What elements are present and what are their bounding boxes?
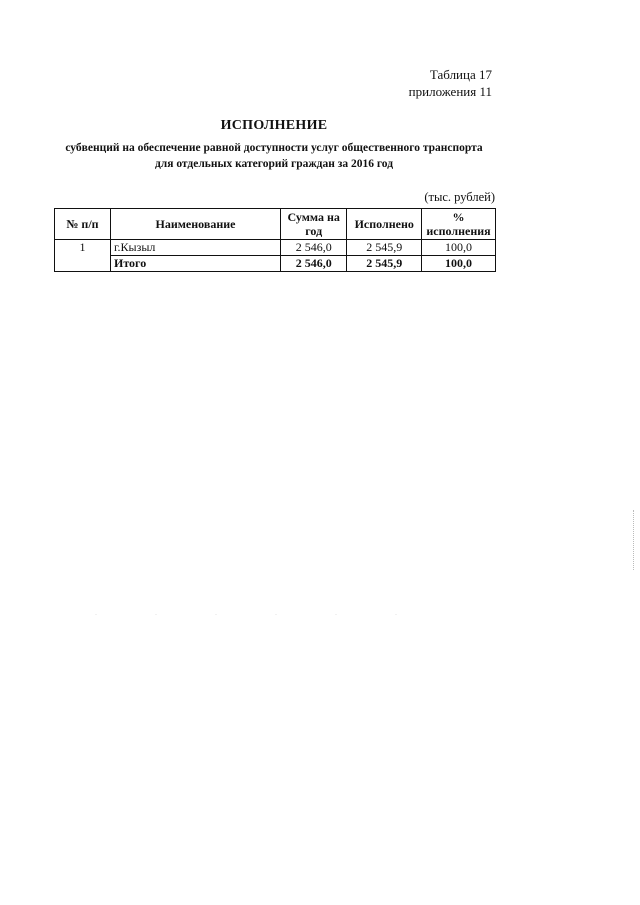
header-pct xyxy=(422,209,496,240)
header-done: Исполнено xyxy=(347,209,422,240)
subtitle-line-2: для отдельных категорий граждан за 2016 год xyxy=(154,158,394,170)
document-title: ИСПОЛНЕНИЕ xyxy=(220,118,328,133)
units-label: (тыс. рублей) xyxy=(424,190,495,204)
cell-sum: 2 546,0 xyxy=(281,240,347,256)
header-sum-line-2: год xyxy=(305,224,323,238)
table-reference xyxy=(409,66,492,100)
header-num: № п/п xyxy=(55,209,111,240)
table-row xyxy=(55,240,496,256)
table-total-row xyxy=(55,256,496,272)
subtitle-line-1: субвенций на обеспечение равной доступности услуг общественного транспорта xyxy=(65,142,483,154)
header-sum-line-1: Сумма на xyxy=(287,210,340,224)
header-sum xyxy=(281,209,347,240)
cell-num: 1 xyxy=(55,240,111,256)
header-pct-line-2: исполнения xyxy=(426,224,491,238)
header-pct-line-1: % xyxy=(452,210,465,224)
table-label: Таблица 17 xyxy=(429,67,492,82)
total-name: Итого xyxy=(110,256,280,272)
scan-artifact-dots xyxy=(66,614,426,615)
scan-artifact-margin xyxy=(633,510,637,570)
total-done: 2 545,9 xyxy=(347,256,422,272)
cell-name: г.Кызыл xyxy=(110,240,280,256)
header-name: Наименование xyxy=(110,209,280,240)
total-sum: 2 546,0 xyxy=(281,256,347,272)
execution-table xyxy=(54,208,496,272)
total-num-empty xyxy=(55,256,111,272)
table-header-row xyxy=(55,209,496,240)
cell-done: 2 545,9 xyxy=(347,240,422,256)
cell-pct: 100,0 xyxy=(422,240,496,256)
appendix-label: приложения 11 xyxy=(408,84,492,99)
total-pct: 100,0 xyxy=(422,256,496,272)
document-subtitle xyxy=(52,140,496,172)
